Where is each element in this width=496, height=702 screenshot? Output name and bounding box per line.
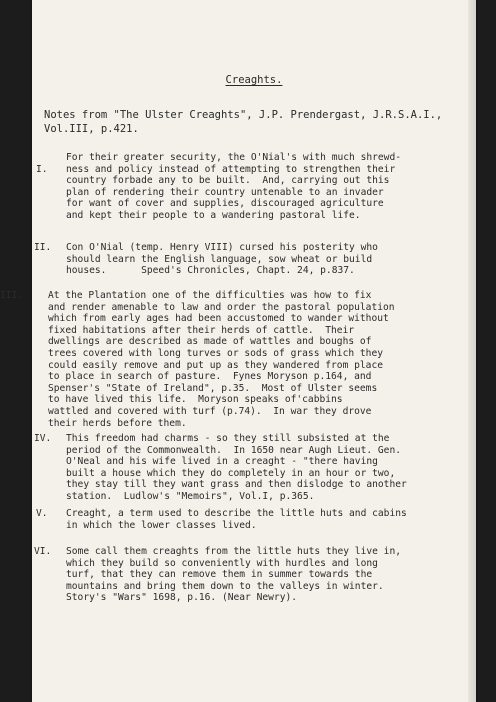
note-text: For their greater security, the O'Nial's with much shrewd- ness and policy instead of attempting to strengthen their country forbade any to be built. And, carrying out this plan of rendering their country untenable to an invader for want of cover and supplies, discouraged agriculture and kept their people to a wandering pastoral life. xyxy=(66,152,402,221)
title-text: Creaghts. xyxy=(225,74,283,86)
note-text: Creaght, a term used to describe the little huts and cabins in which the lower classes lived. xyxy=(66,508,407,531)
note-text: Con O'Nial (temp. Henry VIII) cursed his posterity who should learn the English language, sow wheat or build houses. Speed's Chronicles, Chapt. 24, p.837. xyxy=(66,242,378,277)
note-number: I. xyxy=(36,164,48,175)
note-text: This freedom had charms - so they still subsisted at the period of the Commonwealth. In 1650 near Augh Lieut. Gen. O'Neal and his wife lived in a creaght - "there having built a house which they do completely in an hour or two, they stay till they want grass and then dislodge to another station. Ludlow's "Memoirs", Vol.I, p.365. xyxy=(66,433,407,502)
source-citation: Notes from "The Ulster Creaghts", J.P. Prendergast, J.R.S.A.I., Vol.III, p.421. xyxy=(44,109,443,135)
note-number: VI. xyxy=(34,546,52,557)
note-number: II. xyxy=(34,242,52,253)
note-number: III. xyxy=(0,290,24,301)
note-text: Some call them creaghts from the little huts they live in, which they build so conveniently with hurdles and long turf, that they can remove them in summer towards the mountains and bring them down to the valleys in winter. Story's "Wars" 1698, p.16. (Near Newry). xyxy=(66,546,402,604)
document-title xyxy=(32,74,476,86)
page-edge xyxy=(468,0,476,702)
note-number: IV. xyxy=(34,433,52,444)
note-text: At the Plantation one of the difficulties was how to fix and render amenable to law and order the pastoral population which from early ages had been accustomed to wander without fixed habitations after their herds of cattle. Their dwellings are described as made of wattles and boughs of trees covered with long turves or sods of grass which they could easily remove and put up as they wandered from place to place in search of pasture. Fynes Moryson p.164, and Spenser's "State of Ireland", p.35. Most of Ulster seems to have lived this life. Moryson speaks of'cabbins wattled and covered with turf (p.74). In war they drove their herds before them. xyxy=(48,290,395,429)
note-number: V. xyxy=(36,508,48,519)
